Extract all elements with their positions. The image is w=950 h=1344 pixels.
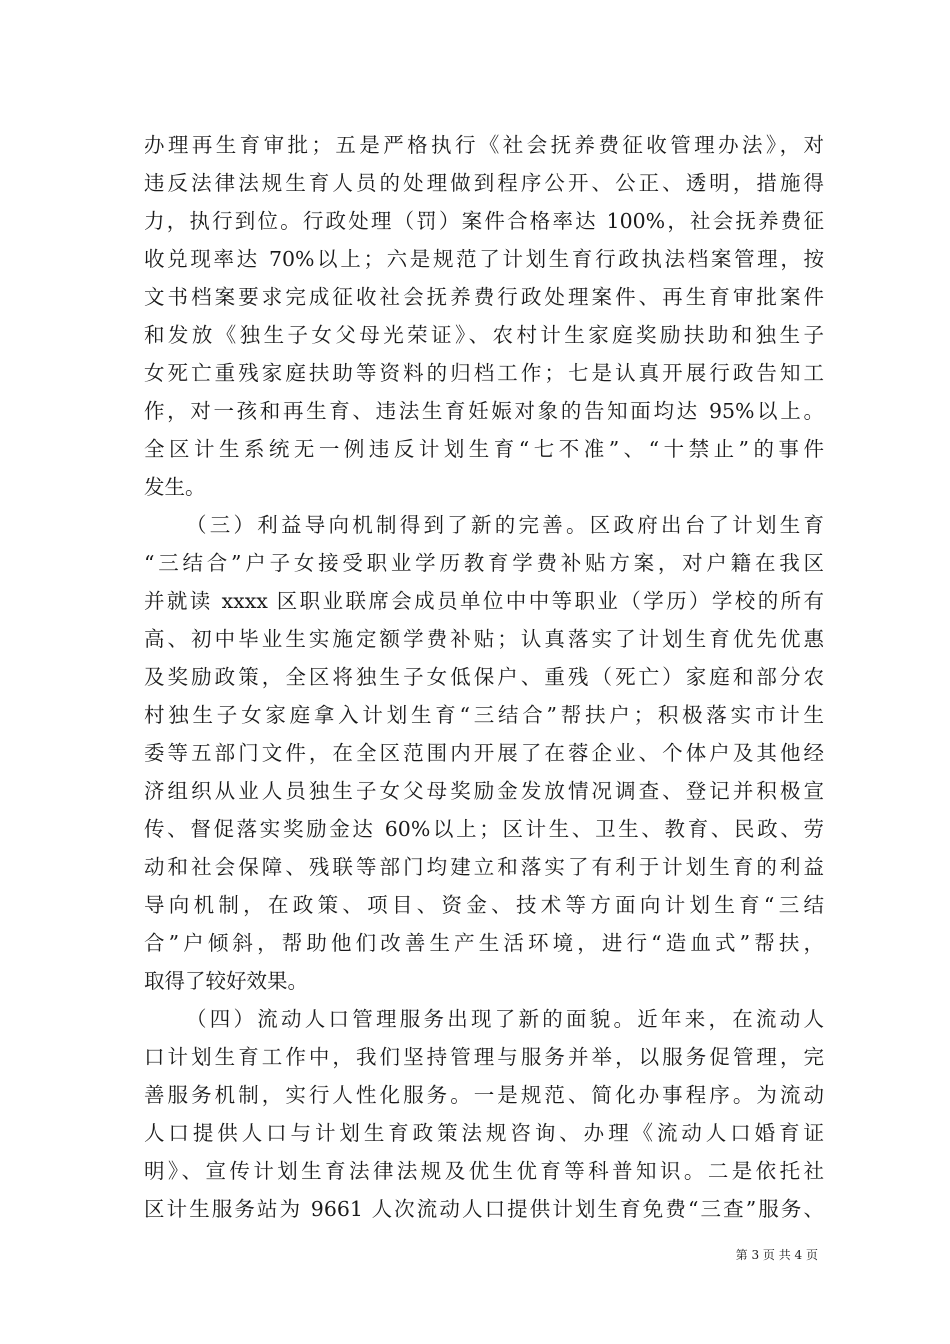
text-line: “三结合”户子女接受职业学历教育学费补贴方案，对户籍在我区 <box>144 551 824 575</box>
text-line: 传、督促落实奖励金达 60%以上；区计生、卫生、教育、民政、劳 <box>144 817 824 841</box>
text-line: 口计划生育工作中，我们坚持管理与服务并举，以服务促管理，完 <box>144 1045 824 1069</box>
text-line: 发生。 <box>144 475 206 499</box>
text-line: 导向机制，在政策、项目、资金、技术等方面向计划生育“三结 <box>144 893 824 917</box>
text-line: 委等五部门文件，在全区范围内开展了在蓉企业、个体户及其他经 <box>144 741 824 765</box>
text-line: 村独生子女家庭拿入计划生育“三结合”帮扶户；积极落实市计生 <box>144 703 824 727</box>
text-line: 收兑现率达 70%以上；六是规范了计划生育行政执法档案管理，按 <box>144 247 824 271</box>
text-line: 违反法律法规生育人员的处理做到程序公开、公正、透明，措施得 <box>144 171 824 195</box>
paragraph-heading-4: （四）流动人口管理服务出现了新的面貌。近年来，在流动人 <box>186 1007 824 1031</box>
text-line: 并就读 xxxx 区职业联席会成员单位中中等职业（学历）学校的所有 <box>144 589 824 613</box>
text-line: 和发放《独生子女父母光荣证》、农村计生家庭奖励扶助和独生子 <box>144 323 824 347</box>
text-line: 济组织从业人员独生子女父母奖励金发放情况调查、登记并积极宣 <box>144 779 824 803</box>
text-line: 人口提供人口与计划生育政策法规咨询、办理《流动人口婚育证 <box>144 1121 824 1145</box>
text-line: 善服务机制，实行人性化服务。一是规范、简化办事程序。为流动 <box>144 1083 824 1107</box>
text-line: 合”户倾斜，帮助他们改善生产生活环境，进行“造血式”帮扶， <box>144 931 824 955</box>
text-line: 高、初中毕业生实施定额学费补贴；认真落实了计划生育优先优惠 <box>144 627 824 651</box>
text-line: 明》、宣传计划生育法律法规及优生优育等科普知识。二是依托社 <box>144 1159 824 1183</box>
text-line: 力，执行到位。行政处理（罚）案件合格率达 100%，社会抚养费征 <box>144 209 824 233</box>
text-line: 办理再生育审批；五是严格执行《社会抚养费征收管理办法》，对 <box>144 133 824 157</box>
text-line: 文书档案要求完成征收社会抚养费行政处理案件、再生育审批案件 <box>144 285 824 309</box>
text-line: 全区计生系统无一例违反计划生育“七不准”、“十禁止”的事件 <box>144 437 824 461</box>
text-line: 区计生服务站为 9661 人次流动人口提供计划生育免费“三查”服务、 <box>144 1197 824 1221</box>
text-line: 动和社会保障、残联等部门均建立和落实了有利于计划生育的利益 <box>144 855 824 879</box>
text-line: 取得了较好效果。 <box>144 969 308 993</box>
text-line: 及奖励政策，全区将独生子女低保户、重残（死亡）家庭和部分农 <box>144 665 824 689</box>
page-number: 第 3 页 共 4 页 <box>735 1248 818 1262</box>
text-line: 女死亡重残家庭扶助等资料的归档工作；七是认真开展行政告知工 <box>144 361 824 385</box>
text-line: 作，对一孩和再生育、违法生育妊娠对象的告知面均达 95%以上。 <box>144 399 824 423</box>
paragraph-heading-3: （三）利益导向机制得到了新的完善。区政府出台了计划生育 <box>186 513 824 537</box>
